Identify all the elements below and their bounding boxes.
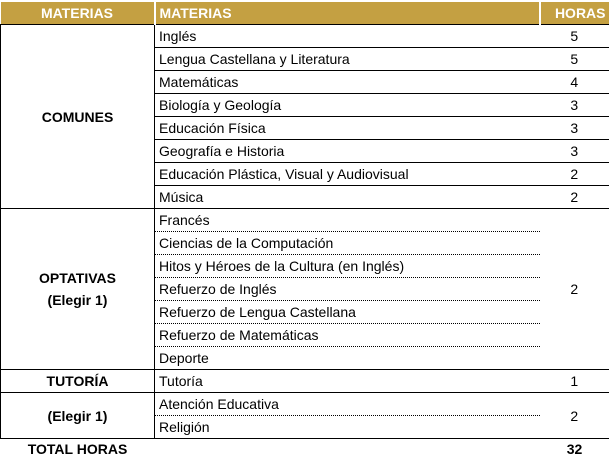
subject-name: Hitos y Héroes de la Cultura (en Inglés) — [155, 255, 540, 278]
subject-name: Geografía e Historia — [155, 140, 540, 163]
subject-name: Lengua Castellana y Literatura — [155, 48, 540, 71]
table-row — [1, 209, 609, 232]
subject-name: Refuerzo de Matemáticas — [155, 324, 540, 347]
group-label-optativas — [1, 209, 155, 370]
subject-hours: 4 — [540, 71, 609, 94]
total-value: 32 — [540, 439, 609, 459]
subject-name: Educación Plástica, Visual y Audiovisual — [155, 163, 540, 186]
table-header — [1, 2, 609, 25]
subject-name: Música — [155, 186, 540, 209]
optativas-note: (Elegir 1) — [1, 289, 154, 311]
table-row — [1, 25, 609, 48]
subject-hours: 1 — [540, 370, 609, 393]
subject-hours: 2 — [540, 186, 609, 209]
subject-name: Biología y Geología — [155, 94, 540, 117]
curriculum-table — [0, 2, 609, 459]
subject-name: Refuerzo de Lengua Castellana — [155, 301, 540, 324]
subject-name: Educación Física — [155, 117, 540, 140]
hours-column-header: HORAS — [540, 2, 609, 25]
subject-hours: 3 — [540, 94, 609, 117]
subject-name: Atención Educativa — [155, 393, 540, 416]
optativas-title: OPTATIVAS — [1, 267, 154, 289]
group-column-header: MATERIAS — [1, 2, 155, 25]
subject-name: Francés — [155, 209, 540, 232]
optativas-hours: 2 — [540, 209, 609, 370]
subject-hours: 3 — [540, 140, 609, 163]
table-row — [1, 370, 609, 393]
total-row — [1, 439, 609, 459]
total-label: TOTAL HORAS — [1, 439, 155, 459]
subject-name: Ciencias de la Computación — [155, 232, 540, 255]
subject-hours: 3 — [540, 117, 609, 140]
subject-name: Religión — [155, 416, 540, 439]
group-label-comunes: COMUNES — [1, 25, 155, 209]
subject-name: Inglés — [155, 25, 540, 48]
table-row — [1, 393, 609, 416]
group-label-elegir: (Elegir 1) — [1, 393, 155, 439]
religion-hours: 2 — [540, 393, 609, 439]
subject-hours: 5 — [540, 25, 609, 48]
group-label-tutoria: TUTORÍA — [1, 370, 155, 393]
subject-column-header: MATERIAS — [155, 2, 540, 25]
subject-name: Deporte — [155, 347, 540, 370]
subject-name: Tutoría — [155, 370, 540, 393]
subject-hours: 5 — [540, 48, 609, 71]
subject-hours: 2 — [540, 163, 609, 186]
subject-name: Matemáticas — [155, 71, 540, 94]
subject-name: Refuerzo de Inglés — [155, 278, 540, 301]
